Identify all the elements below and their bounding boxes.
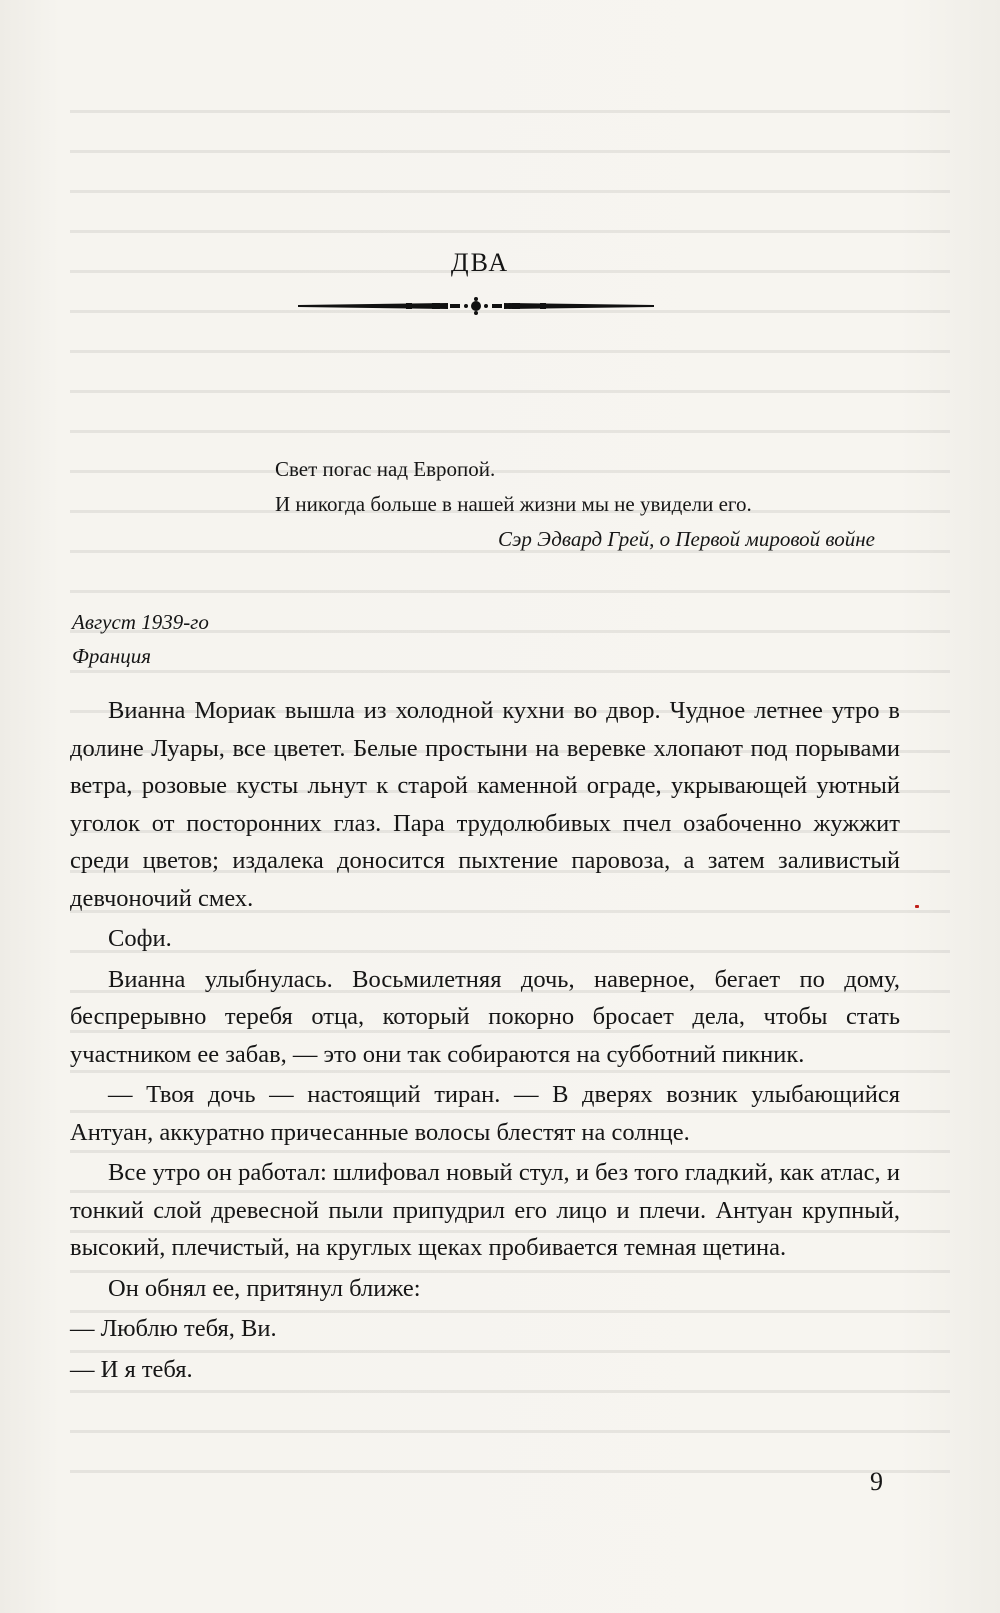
epigraph <box>275 452 875 557</box>
epigraph-line-1: Свет погас над Европой. <box>275 457 496 481</box>
ink-speck <box>915 905 919 908</box>
setting-date: Август 1939-го <box>72 610 209 634</box>
chapter-body <box>70 692 900 1391</box>
paragraph: — Твоя дочь — настоящий тиран. — В дверях возник улыбающийся Антуан, аккуратно причесанные волосы блестят на солнце. <box>70 1081 900 1146</box>
paragraph: Все утро он работал: шлифовал новый стул, и без того гладкий, как атлас, и тонкий слой древесной пыли припудрил его лицо и плечи. Антуан крупный, высокий, плечистый, на круглых щеках пробивается темная щетина. <box>70 1159 900 1261</box>
dialogue-line: — Люблю тебя, Ви. <box>70 1315 277 1342</box>
page-number: 9 <box>870 1467 883 1496</box>
paragraph: Вианна улыбнулась. Восьмилетняя дочь, наверное, бегает по дому, беспрерывно теребя отца, который покорно бросает дела, чтобы стать участником ее забав, — это они так собираются на субботний пикник. <box>70 965 900 1068</box>
paragraph: Вианна Мориак вышла из холодной кухни во двор. Чудное летнее утро в долине Луары, все цветет. Белые простыни на веревке хлопают под порывами ветра, розовые кусты льнут к старой каменной ограде, укрывающей уютный уголок от посторонних глаз. Пара трудолюбивых пчел озабоченно жужжит среди цветов; издалека доносится пыхтение паровоза, а затем заливистый девчоночий смех. <box>70 697 900 912</box>
dialogue-line: — И я тебя. <box>70 1355 193 1383</box>
paragraph: Он обнял ее, притянул ближе: <box>108 1274 421 1302</box>
epigraph-attribution: Сэр Эдвард Грей, о Первой мировой войне <box>498 527 875 551</box>
chapter-title: ДВА <box>450 248 510 277</box>
epigraph-line-2: И никогда больше в нашей жизни мы не увидели его. <box>275 492 752 516</box>
chapter-ornament <box>298 297 654 317</box>
setting-place: Франция <box>72 644 152 668</box>
setting <box>72 605 209 673</box>
paragraph: Софи. <box>108 925 172 952</box>
